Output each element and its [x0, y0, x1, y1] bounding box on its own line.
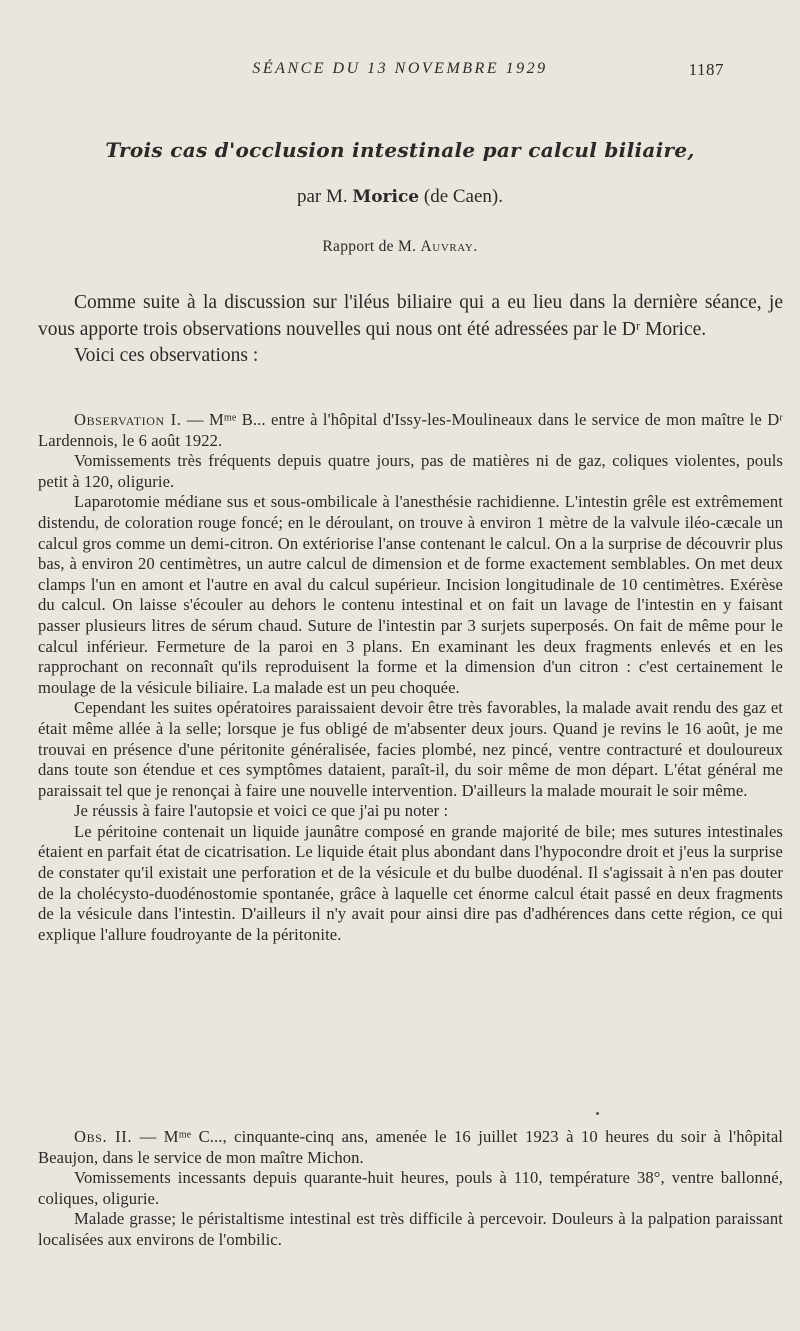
observation-1-paragraph: Je réussis à faire l'autopsie et voici ce que j'ai pu noter :: [74, 801, 449, 821]
observation-2-label: Obs. II.: [74, 1127, 133, 1146]
observation-1: [38, 410, 783, 945]
report-line: [0, 238, 800, 256]
reporter-name: Auvray: [420, 238, 474, 255]
intro-paragraph: Voici ces observations :: [74, 345, 259, 366]
observation-2-paragraph: Malade grasse; le péristaltisme intestinal est très difficile à percevoir. Douleurs à la palpation paraissant localisées aux environs de l'ombilic.: [38, 1209, 783, 1249]
intro-section: [38, 290, 783, 370]
observation-1-paragraph: Cependant les suites opératoires paraissaient devoir être très favorables, la malade avait rendu des gaz et était même allée à la selle; lorsque je fus obligé de m'absenter deux jours. Quand je revins le 16 août, je me trouvai en présence d'une péritonite généralisée, facies plombé, nez pincé, ventre contracturé et douloureux dans toute son étendue et ces symptômes dataient, paraît-il, du soir même de mon départ. L'état général me paraissait tel que je renonçai à faire une nouvelle intervention. D'ailleurs la malade mourait le soir même.: [38, 698, 783, 800]
byline: [0, 186, 800, 208]
observation-1-paragraph: Vomissements très fréquents depuis quatre jours, pas de matières ni de gaz, coliques violentes, pouls petit à 120, oligurie.: [38, 451, 783, 491]
observation-2: [38, 1127, 783, 1251]
report-suffix: .: [473, 238, 478, 255]
running-title: SÉANCE DU 13 NOVEMBRE 1929: [252, 60, 548, 77]
observation-1-paragraph: Le péritoine contenait un liquide jaunâtre composé en grande majorité de bile; mes sutures intestinales étaient en parfait état de cicatrisation. Le liquide était plus abondant dans l'hypocondre droit et j'eus la surprise de constater qu'il existait une perforation et de la vésicule et du bulbe duodénal. Il s'agissait à n'en pas douter de la cholécysto-duodénostomie spontanée, grâce à laquelle cet énorme calcul était passé en deux fragments de la vésicule dans l'intestin. D'ailleurs il n'y avait pour ainsi dire pas d'adhérences dans cette région, ce qui explique l'allure foudroyante de la péritonite.: [38, 821, 783, 944]
article-title: Trois cas d'occlusion intestinale par calcul biliaire,: [105, 138, 695, 162]
observation-2-opening: [38, 1127, 783, 1168]
observation-1-paragraph: Laparotomie médiane sus et sous-ombilicale à l'anesthésie rachidienne. L'intestin grêle est extrêmement distendu, de coloration rouge foncé; en le déroulant, on trouve à environ 1 mètre de la valvule iléo-cæcale un calcul gros comme un demi-citron. On extériorise l'anse contenant le calcul. On a la surprise de découvrir plus bas, à environ 20 centimètres, un autre calcul de dimension et de forme exactement semblables. On met deux clamps l'un en amont et l'autre en aval du calcul supérieur. Incision longitudinale de 10 centimètres. Exérèse du calcul. On laisse s'écouler au dehors le contenu intestinal et on fait un lavage de l'intestin en y faisant passer plusieurs litres de sérum chaud. Suture de l'intestin par 3 surjets superposés. On fait de même pour le calcul inférieur. Fermeture de la paroi en 3 plans. En examinant les deux fragments enlevés et en les rapprochant on reconnaît qu'ils reproduisent la forme et la dimension d'un citron : c'est certainement le moulage de la vésicule biliaire. La malade est un peu choquée.: [38, 492, 783, 697]
observation-1-label: Observation I.: [74, 410, 182, 429]
running-head: [0, 58, 800, 82]
intro-paragraph: Comme suite à la discussion sur l'iléus biliaire qui a eu lieu dans la dernière séance, je vous apporte trois observations nouvelles qui nous ont été adressées par le Dʳ Morice.: [38, 292, 783, 340]
byline-prefix: par M.: [296, 186, 353, 207]
observation-1-opening: [38, 410, 783, 451]
observation-1-opening-text: — Mᵐᵉ B... entre à l'hôpital d'Issy-les-Moulineaux dans le service de mon maître le Dʳ Lardennois, le 6 août 1922.: [38, 410, 783, 450]
page-number: 1187: [688, 60, 724, 79]
report-prefix: Rapport de M.: [322, 238, 421, 255]
print-speck: [596, 1112, 599, 1115]
observation-2-opening-text: — Mᵐᵉ C..., cinquante-cinq ans, amenée le 16 juillet 1923 à 10 heures du soir à l'hôpital Beaujon, dans le service de mon maître Michon.: [38, 1127, 783, 1167]
byline-suffix: (de Caen).: [419, 186, 504, 207]
observation-2-paragraph: Vomissements incessants depuis quarante-huit heures, pouls à 110, température 38°, ventre ballonné, coliques, oligurie.: [38, 1168, 783, 1208]
author-name: Morice: [352, 187, 420, 207]
